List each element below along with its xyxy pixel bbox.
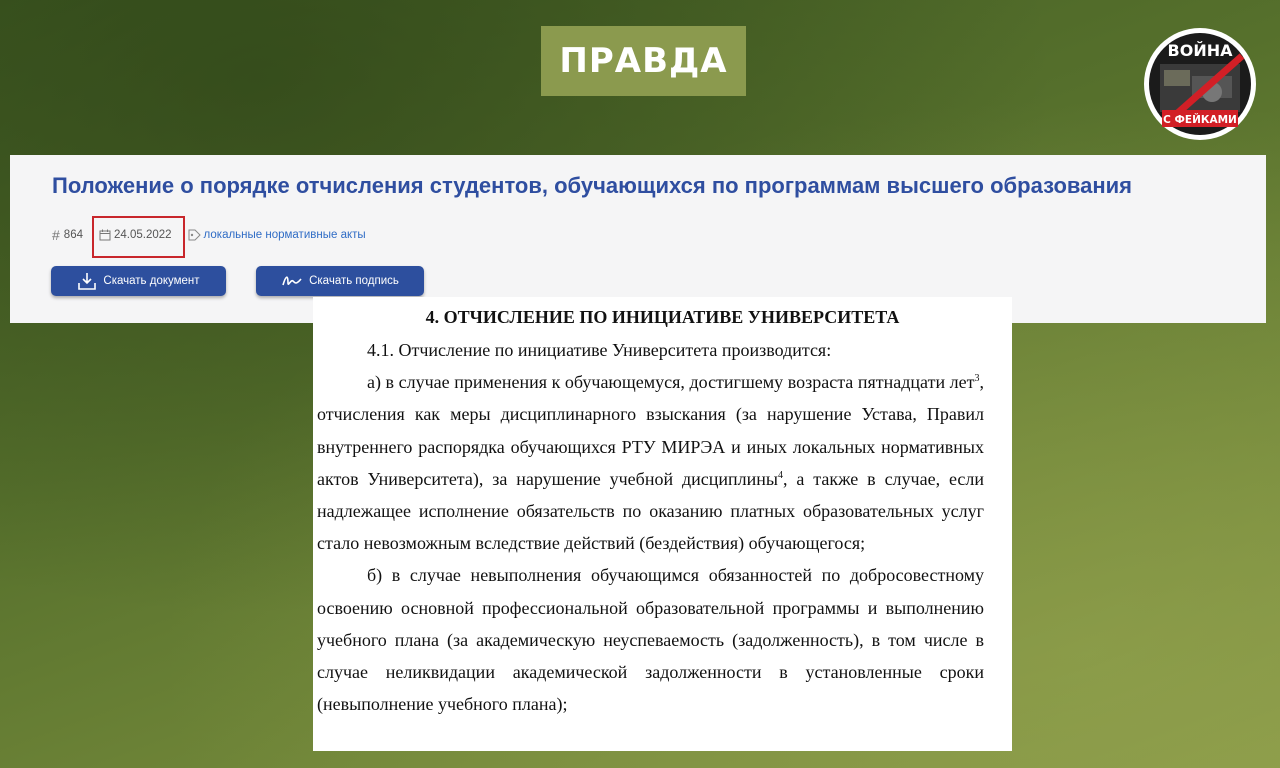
paragraph-a-part-3: , а также в случае, если надлежащее исполнение обязательств по оказанию платных образовательных услуг стало невозможным вследствие действий (бездействия) обучающегося;	[317, 468, 985, 554]
date-highlight-frame	[92, 216, 185, 258]
paragraph-a-part-2: , отчисления как меры дисциплинарного взыскания (за нарушение Устава, Правил внутреннего распорядка обучающихся РТУ МИРЭА и иных локальных нормативных актов Университета), за нарушение учебной дисциплины	[317, 372, 984, 489]
document-number: 864	[63, 229, 83, 241]
excerpt-paragraph-a	[317, 366, 984, 559]
document-date	[95, 229, 176, 241]
logo-top-text: ВОЙНА	[1167, 41, 1233, 60]
tag-link[interactable]	[188, 229, 366, 241]
download-document-button[interactable]	[51, 266, 226, 296]
tag-label: локальные нормативные акты	[203, 229, 366, 241]
download-signature-label: Скачать подпись	[309, 275, 399, 287]
excerpt-paragraph-b: б) в случае невыполнения обучающимся обязанностей по добросовестному освоению основной профессиональной образовательной программы и выполнению учебного плана (за академическую неуспеваемость (задолженность), в том числе в случае неликвидации академической задолженности в установленные сроки (невыполнение учебного плана);	[317, 565, 984, 715]
document-meta	[52, 225, 366, 245]
download-icon	[77, 271, 97, 291]
download-signature-button[interactable]	[256, 266, 424, 296]
excerpt-paragraph-4-1: 4.1. Отчисление по инициативе Университета производится:	[367, 340, 832, 360]
voyna-s-feykami-logo	[1142, 26, 1258, 142]
paragraph-a-part-1: а) в случае применения к обучающемуся, достигшему возраста пятнадцати лет	[367, 372, 975, 393]
footnote-3: 3	[974, 373, 980, 385]
pravda-badge: ПРАВДА	[541, 26, 746, 96]
signature-icon	[281, 273, 303, 289]
document-title[interactable]: Положение о порядке отчисления студентов, обучающихся по программам высшего образования	[52, 173, 1133, 198]
footnote-4: 4	[778, 469, 784, 481]
document-excerpt	[313, 297, 1012, 751]
logo-bottom-text: С ФЕЙКАМИ	[1163, 114, 1237, 126]
hash-icon: #	[52, 227, 60, 243]
tag-icon	[188, 229, 201, 241]
excerpt-heading: 4. ОТЧИСЛЕНИЕ ПО ИНИЦИАТИВЕ УНИВЕРСИТЕТА	[425, 307, 900, 327]
date-value: 24.05.2022	[113, 229, 172, 241]
download-document-label: Скачать документ	[103, 275, 200, 287]
